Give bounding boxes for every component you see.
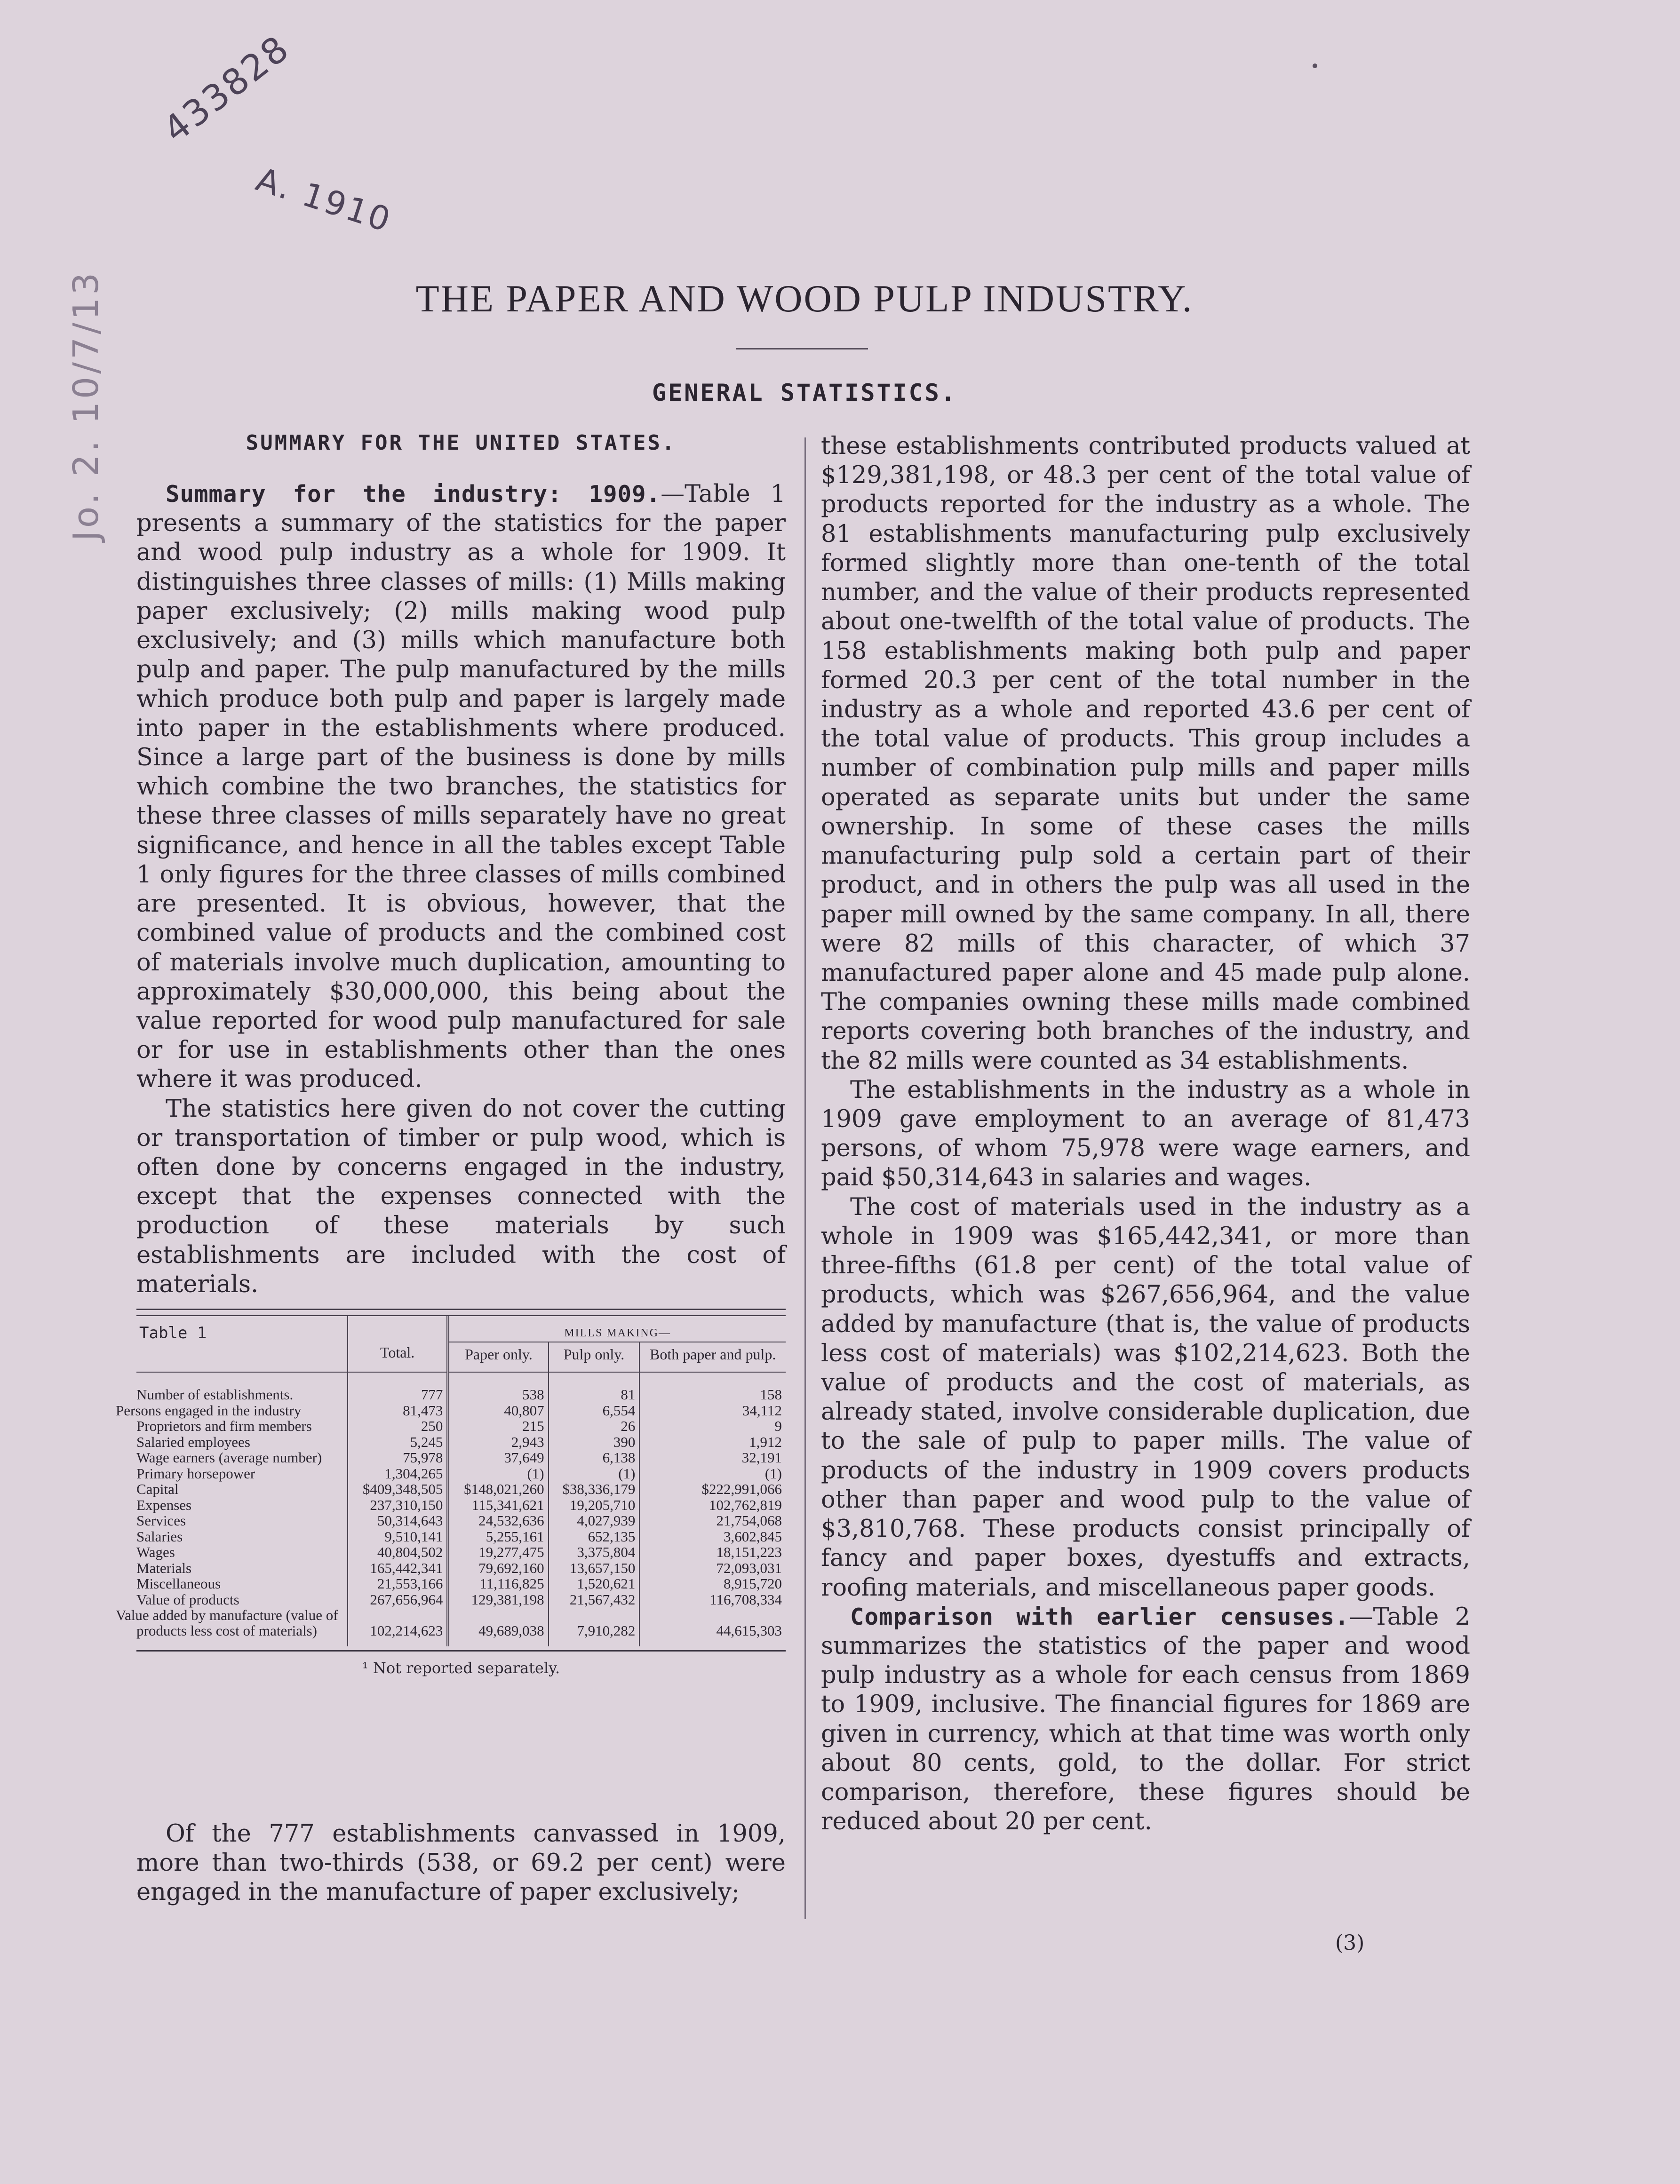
cell-total: 1,304,265 [348, 1466, 448, 1481]
cell-paper: (1) [448, 1466, 548, 1481]
row-label: Wage earners (average number) [136, 1449, 322, 1466]
row-label: Salaries [136, 1528, 183, 1545]
cell-total: 250 [348, 1418, 448, 1434]
cell-paper: 19,277,475 [448, 1544, 548, 1560]
table-row [136, 1481, 786, 1497]
table-row [136, 1529, 786, 1544]
cell-both: 102,762,819 [639, 1497, 786, 1513]
cell-paper: 37,649 [448, 1450, 548, 1465]
cell-pulp: 21,567,432 [549, 1592, 640, 1607]
table-row [136, 1403, 786, 1418]
column-header-total: Total. [348, 1316, 448, 1372]
paragraph-materials: The cost of materials used in the industry as a whole in 1909 was $165,442,341, or more than three-fifths (61.8 per cent) of the total value of products, which was $267,656,964, and the value added by manufacture (that is, the value of products less cost of materials) was $102,214,623. Both the value of products and the cost of materials, as already stated, involve considerable duplication, due to the sale of pulp to paper mills. The value of products of the industry in 1909 covers products other than paper and wood pulp to the value of $3,810,768. These products consist principally of fancy and paper boxes, dyestuffs and extracts, roofing materials, and miscellaneous paper goods. [821, 1193, 1470, 1602]
statistics-table [116, 1316, 786, 1646]
cell-total: 165,442,341 [348, 1560, 448, 1576]
cell-both: 34,112 [639, 1403, 786, 1418]
cell-both: 9 [639, 1418, 786, 1434]
cell-paper: 115,341,621 [448, 1497, 548, 1513]
cell-both: 1,912 [639, 1434, 786, 1450]
table-row [136, 1372, 786, 1402]
cell-both: 158 [639, 1372, 786, 1402]
cell-pulp: 19,205,710 [549, 1497, 640, 1513]
cell-total: 81,473 [348, 1403, 448, 1418]
left-column-bottom [136, 1819, 786, 1907]
cell-total: 102,214,623 [348, 1607, 448, 1646]
cell-paper: 49,689,038 [448, 1607, 548, 1646]
row-label: Wages [136, 1544, 175, 1561]
table-row [136, 1466, 786, 1481]
cell-paper: 79,692,160 [448, 1560, 548, 1576]
cell-paper: 40,807 [448, 1403, 548, 1418]
paragraph-establishments: Of the 777 establishments canvassed in 1909, more than two-thirds (538, or 69.2 per cent) were engaged in the manufacture of paper exclusively; [136, 1820, 786, 1906]
table-row [136, 1497, 786, 1513]
cell-pulp: 13,657,150 [549, 1560, 640, 1576]
cell-paper: 538 [448, 1372, 548, 1402]
cell-both: 32,191 [639, 1450, 786, 1465]
cell-pulp: 390 [549, 1434, 640, 1450]
column-header-both: Both paper and pulp. [639, 1342, 786, 1373]
paragraph-employment: The establishments in the industry as a whole in 1909 gave employment to an average of 81,473 persons, of whom 75,978 were wage earners, and paid $50,314,643 in salaries and wages. [821, 1076, 1470, 1192]
cell-both: 44,615,303 [639, 1607, 786, 1646]
handwritten-annotation-year: A. 1910 [251, 160, 397, 240]
column-header-pulp-only: Pulp only. [549, 1342, 640, 1373]
row-label: Expenses [136, 1496, 192, 1513]
cell-paper: 129,381,198 [448, 1592, 548, 1607]
cell-pulp: 6,554 [549, 1403, 640, 1418]
cell-pulp: 7,910,282 [549, 1607, 640, 1646]
row-label: Proprietors and firm members [136, 1418, 312, 1435]
column-header-paper-only: Paper only. [448, 1342, 548, 1373]
table-1 [116, 1309, 786, 1677]
left-column-top [136, 480, 786, 1299]
cell-total: 21,553,166 [348, 1576, 448, 1591]
cell-paper: 11,116,825 [448, 1576, 548, 1591]
cell-both: $222,991,066 [639, 1481, 786, 1497]
cell-pulp: 26 [549, 1418, 640, 1434]
table-row [136, 1434, 786, 1450]
table-row [136, 1576, 786, 1591]
cell-total: 9,510,141 [348, 1529, 448, 1544]
column-divider [804, 437, 806, 1919]
cell-pulp: 1,520,621 [549, 1576, 640, 1591]
page-title: THE PAPER AND WOOD PULP INDUSTRY. [415, 277, 1194, 320]
cell-total: 5,245 [348, 1434, 448, 1450]
cell-paper: 24,532,636 [448, 1513, 548, 1528]
row-label: Salaried employees [136, 1433, 250, 1450]
cell-total: 50,314,643 [348, 1513, 448, 1528]
row-label: Primary horsepower [136, 1465, 255, 1482]
row-label: Value added by manufacture (value of products less cost of materials) [116, 1607, 338, 1639]
column-group-header: MILLS MAKING— [448, 1316, 786, 1342]
cell-both: 116,708,334 [639, 1592, 786, 1607]
table-label: Table 1 [136, 1316, 348, 1372]
paragraph-coverage: The statistics here given do not cover the cutting or transportation of timber or pulp wood, which is often done by concerns engaged in the industry, except that the expenses connected with the production of these materials by such establishments are included with the cost of materials. [136, 1095, 786, 1298]
cell-paper: 215 [448, 1418, 548, 1434]
cell-both: (1) [639, 1466, 786, 1481]
cell-paper: 5,255,161 [448, 1529, 548, 1544]
row-label: Materials [136, 1559, 192, 1576]
cell-pulp: $38,336,179 [549, 1481, 640, 1497]
cell-total: 237,310,150 [348, 1497, 448, 1513]
row-label: Capital [136, 1481, 179, 1498]
row-label: Number of establishments. [136, 1386, 294, 1403]
title-divider [736, 348, 868, 349]
speck-mark [1313, 64, 1317, 68]
cell-both: 72,093,031 [639, 1560, 786, 1576]
page-number: (3) [1335, 1931, 1365, 1955]
paragraph-comparison [821, 1603, 1470, 1837]
right-column [821, 432, 1470, 1837]
table-row [136, 1418, 786, 1434]
cell-pulp: (1) [549, 1466, 640, 1481]
cell-total: 75,978 [348, 1450, 448, 1465]
cell-total: 267,656,964 [348, 1592, 448, 1607]
cell-total: 777 [348, 1372, 448, 1402]
table-row [136, 1592, 786, 1607]
cell-pulp: 652,135 [549, 1529, 640, 1544]
table-row [136, 1544, 786, 1560]
cell-paper: $148,021,260 [448, 1481, 548, 1497]
table-bottom-rule [136, 1650, 786, 1652]
row-label: Value of products [136, 1591, 239, 1608]
subsection-title: SUMMARY FOR THE UNITED STATES. [246, 431, 677, 455]
handwritten-annotation-accession: 433828 [155, 26, 298, 151]
table-footnote: ¹ Not reported separately. [362, 1659, 560, 1677]
cell-both: 18,151,223 [639, 1544, 786, 1560]
cell-pulp: 81 [549, 1372, 640, 1402]
table-row [136, 1450, 786, 1465]
cell-pulp: 6,138 [549, 1450, 640, 1465]
cell-paper: 2,943 [448, 1434, 548, 1450]
row-label: Miscellaneous [136, 1575, 221, 1592]
cell-total: $409,348,505 [348, 1481, 448, 1497]
run-in-heading: Comparison with earlier censuses. [850, 1603, 1349, 1630]
cell-both: 21,754,068 [639, 1513, 786, 1528]
handwritten-annotation-date: Jo. 2. 10/7/13 [66, 270, 106, 541]
paragraph-continuation: these establishments contributed products valued at $129,381,198, or 48.3 per cent of the total value of products reported for the industry as a whole. The 81 establishments manufacturing pulp exclusively formed slightly more than one-tenth of the total number, and the value of their products represented about one-twelfth of the total value of products. The 158 establishments making both pulp and paper formed 20.3 per cent of the total number in the industry as a whole and reported 43.6 per cent of the total value of products. This group includes a number of combination pulp mills and paper mills operated as separate units but under the same ownership. In some of these cases the mills manufacturing pulp sold a certain part of their product, and in others the pulp was all used in the paper mill owned by the same company. In all, there were 82 mills of this character, of which 37 manufactured paper alone and 45 made pulp alone. The companies owning these mills made combined reports covering both branches of the industry, and the 82 mills were counted as 34 establishments. [821, 432, 1470, 1075]
section-title: GENERAL STATISTICS. [652, 379, 957, 406]
table-row [136, 1607, 786, 1646]
table-top-rule [136, 1309, 786, 1316]
cell-pulp: 4,027,939 [549, 1513, 640, 1528]
row-label: Services [136, 1512, 186, 1529]
table-row [136, 1560, 786, 1576]
table-row [136, 1513, 786, 1528]
cell-total: 40,804,502 [348, 1544, 448, 1560]
row-label: Persons engaged in the industry [116, 1402, 302, 1419]
run-in-heading: Summary for the industry: 1909. [166, 481, 661, 508]
cell-both: 8,915,720 [639, 1576, 786, 1591]
cell-both: 3,602,845 [639, 1529, 786, 1544]
cell-pulp: 3,375,804 [549, 1544, 640, 1560]
paragraph-summary [136, 480, 786, 1095]
paragraph-text: —Table 1 presents a summary of the statistics for the paper and wood pulp industry as a whole for 1909. It distinguishes three classes of mills: (1) Mills making paper exclusively; (2) mills making wood pulp exclusively; and (3) mills which manufacture both pulp and paper. The pulp manufactured by the mills which produce both pulp and paper is largely made into paper in the establishments where produced. Since a large part of the business is done by mills which combine the two branches, the statistics for these three classes of mills separately have no great significance, and hence in all the tables except Table 1 only figures for the three classes of mills combined are presented. It is obvious, however, that the combined value of products and the combined cost of materials involve much duplication, amounting to approximately $30,000,000, this being about the value reported for wood pulp manufactured for sale or for use in establishments other than the ones where it was produced. [136, 480, 786, 1094]
paragraph-text: —Table 2 summarizes the statistics of the paper and wood pulp industry as a whole for each census from 1869 to 1909, inclusive. The financial figures for 1869 are given in currency, which at that time was worth only about 80 cents, gold, to the dollar. For strict comparison, therefore, these figures should be reduced about 20 per cent. [821, 1603, 1470, 1836]
